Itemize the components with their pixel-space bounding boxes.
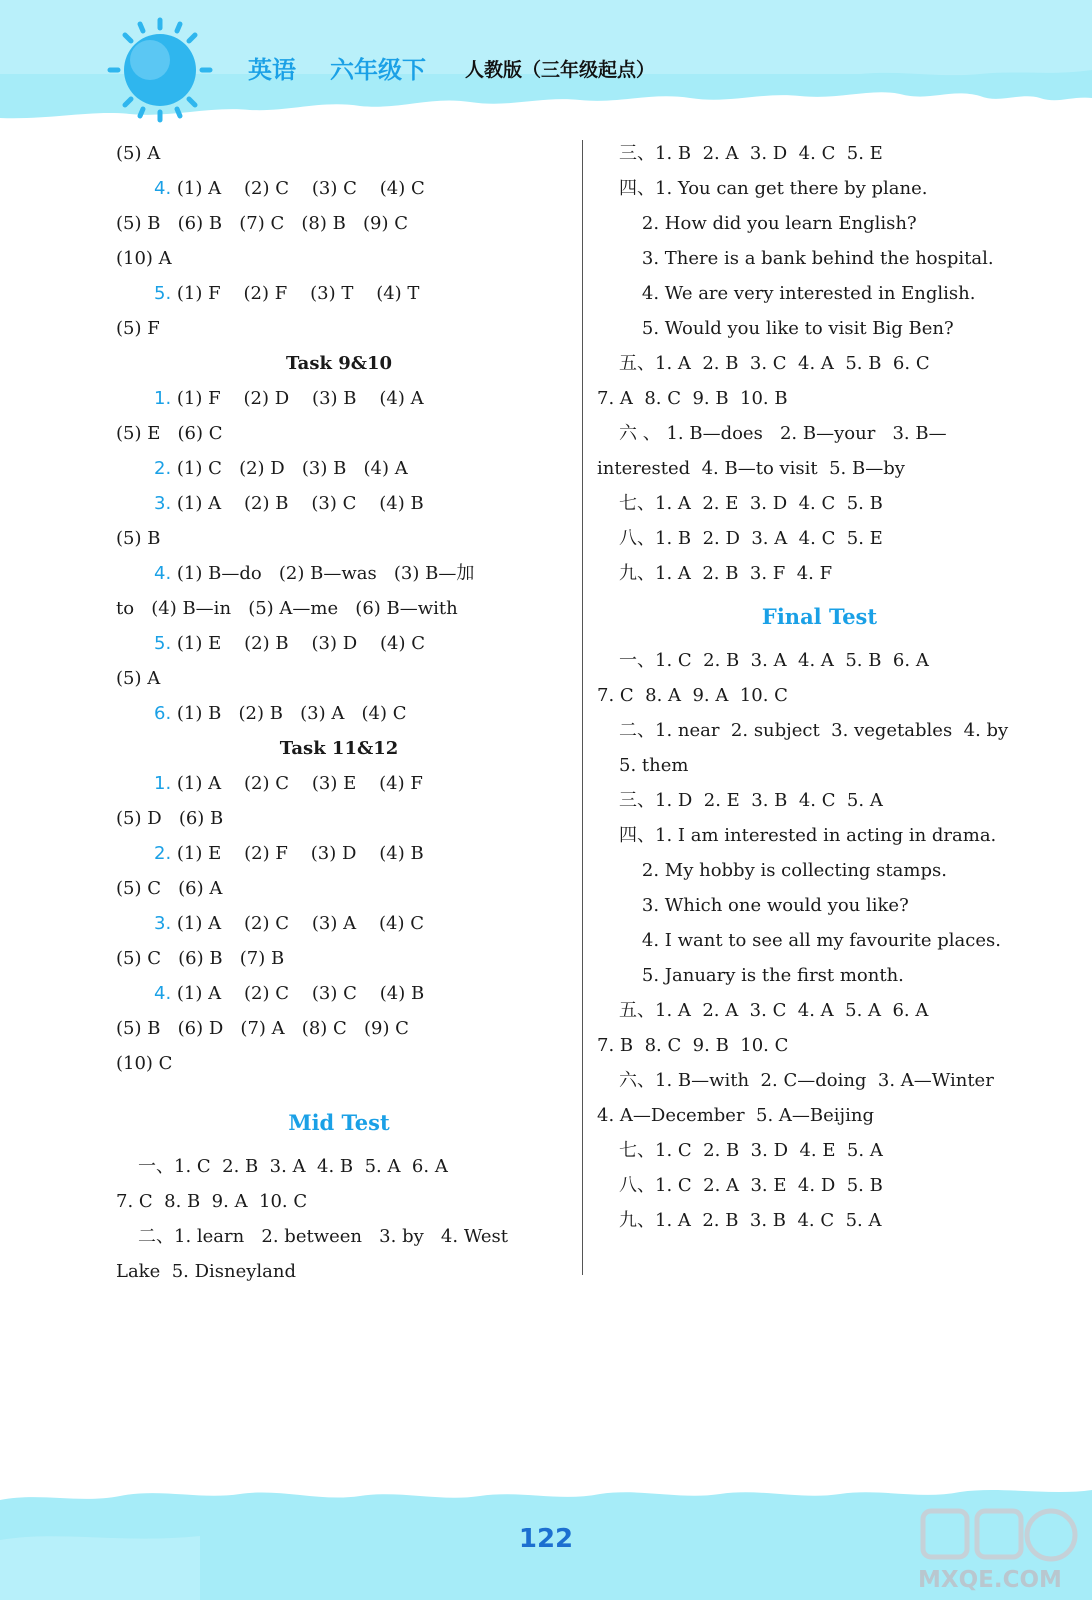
column-divider bbox=[582, 140, 583, 1275]
answer-text: 三、1. B 2. A 3. D 4. C 5. E bbox=[619, 143, 883, 164]
watermark-text: MXQE.COM bbox=[918, 1567, 1062, 1593]
grade-title: 六年级下 bbox=[330, 56, 426, 84]
page-number: 122 bbox=[518, 1524, 574, 1554]
answer-text: (1) A (2) C (3) C (4) C bbox=[171, 178, 425, 199]
answer-line bbox=[597, 888, 1042, 923]
answer-text: 4. I want to see all my favourite places. bbox=[619, 930, 1001, 951]
answer-text: (5) A bbox=[116, 143, 161, 164]
answer-text: 5. them bbox=[619, 755, 689, 776]
answer-text: (1) F (2) D (3) B (4) A bbox=[171, 388, 424, 409]
question-number: 5. bbox=[154, 633, 172, 654]
answer-text: (10) C bbox=[116, 1053, 173, 1074]
answer-line bbox=[116, 1219, 562, 1254]
answer-text: 七、1. C 2. B 3. D 4. E 5. A bbox=[619, 1140, 883, 1161]
answer-line bbox=[597, 1063, 1042, 1098]
answer-line bbox=[116, 521, 562, 556]
answer-text: to (4) B—in (5) A—me (6) B—with bbox=[116, 598, 458, 619]
answer-line bbox=[116, 206, 562, 241]
answer-line bbox=[597, 783, 1042, 818]
answer-line bbox=[116, 661, 562, 696]
answer-text: 7. C 8. A 9. A 10. C bbox=[597, 685, 788, 706]
answer-line bbox=[597, 451, 1042, 486]
answer-line bbox=[116, 1011, 562, 1046]
answer-line bbox=[597, 416, 1042, 451]
answer-text: Final Test bbox=[761, 604, 878, 629]
answer-line bbox=[597, 1098, 1042, 1133]
answer-line bbox=[597, 923, 1042, 958]
answer-text: 八、1. C 2. A 3. E 4. D 5. B bbox=[619, 1175, 883, 1196]
answer-line bbox=[597, 958, 1042, 993]
answer-line bbox=[597, 748, 1042, 783]
answer-line bbox=[597, 853, 1042, 888]
subject-title: 英语 bbox=[248, 56, 296, 84]
answer-text: (1) A (2) C (3) A (4) C bbox=[171, 913, 424, 934]
answer-text: Task 9&10 bbox=[285, 353, 393, 374]
answer-text: (5) A bbox=[116, 668, 161, 689]
question-number: 4. bbox=[154, 178, 172, 199]
answer-text: 2. How did you learn English? bbox=[619, 213, 917, 234]
answer-text: (5) B (6) D (7) A (8) C (9) C bbox=[116, 1018, 409, 1039]
question-number: 3. bbox=[154, 493, 172, 514]
answer-line bbox=[116, 801, 562, 836]
question-number: 4. bbox=[154, 563, 172, 584]
answer-text: (1) B (2) B (3) A (4) C bbox=[171, 703, 407, 724]
answer-text: 三、1. D 2. E 3. B 4. C 5. A bbox=[619, 790, 883, 811]
answer-line bbox=[597, 206, 1042, 241]
answer-line bbox=[116, 171, 562, 206]
left-answer-column bbox=[116, 136, 562, 1289]
answer-text: (1) F (2) F (3) T (4) T bbox=[171, 283, 420, 304]
question-number: 6. bbox=[154, 703, 172, 724]
answer-line bbox=[597, 276, 1042, 311]
answer-text: 六、1. B—with 2. C—doing 3. A—Winter bbox=[619, 1070, 994, 1091]
right-answer-column bbox=[597, 136, 1042, 1238]
answer-text: 4. A—December 5. A—Beijing bbox=[597, 1105, 874, 1126]
answer-text: 7. B 8. C 9. B 10. C bbox=[597, 1035, 789, 1056]
answer-line bbox=[597, 136, 1042, 171]
answer-line bbox=[116, 836, 562, 871]
answer-line bbox=[597, 713, 1042, 748]
answer-line bbox=[116, 906, 562, 941]
answer-line bbox=[597, 171, 1042, 206]
answer-line bbox=[597, 346, 1042, 381]
answer-text: (1) E (2) F (3) D (4) B bbox=[171, 843, 424, 864]
question-number: 4. bbox=[154, 983, 172, 1004]
answer-text: (1) C (2) D (3) B (4) A bbox=[171, 458, 408, 479]
answer-text: (5) C (6) A bbox=[116, 878, 223, 899]
answer-line bbox=[597, 643, 1042, 678]
section-heading bbox=[116, 346, 562, 381]
answer-line bbox=[116, 381, 562, 416]
answer-text: 九、1. A 2. B 3. F 4. F bbox=[619, 563, 833, 584]
question-number: 2. bbox=[154, 458, 172, 479]
question-number: 1. bbox=[154, 773, 172, 794]
question-number: 5. bbox=[154, 283, 172, 304]
answer-line bbox=[597, 311, 1042, 346]
answer-text: (1) E (2) B (3) D (4) C bbox=[171, 633, 426, 654]
answer-text: (5) F bbox=[116, 318, 160, 339]
answer-line bbox=[116, 1149, 562, 1184]
answer-line bbox=[597, 486, 1042, 521]
answer-line bbox=[597, 1203, 1042, 1238]
answer-line bbox=[597, 556, 1042, 591]
answer-line bbox=[597, 678, 1042, 713]
question-number: 2. bbox=[154, 843, 172, 864]
answer-text: 八、1. B 2. D 3. A 4. C 5. E bbox=[619, 528, 883, 549]
answer-line bbox=[116, 416, 562, 451]
answer-line bbox=[116, 556, 562, 591]
answer-text: 二、1. learn 2. between 3. by 4. West bbox=[138, 1226, 508, 1247]
answer-text: (5) E (6) C bbox=[116, 423, 223, 444]
answer-text: interested 4. B—to visit 5. B—by bbox=[597, 458, 905, 479]
question-number: 1. bbox=[154, 388, 172, 409]
answer-line bbox=[116, 276, 562, 311]
answer-line bbox=[597, 1133, 1042, 1168]
answer-text: 4. We are very interested in English. bbox=[619, 283, 976, 304]
answer-line bbox=[116, 451, 562, 486]
answer-text: (5) B bbox=[116, 528, 161, 549]
answer-line bbox=[116, 871, 562, 906]
answer-text: 九、1. A 2. B 3. B 4. C 5. A bbox=[619, 1210, 882, 1231]
answer-text: 六 、 1. B—does 2. B—your 3. B— bbox=[619, 423, 947, 444]
answer-text: 五、1. A 2. B 3. C 4. A 5. B 6. C bbox=[619, 353, 930, 374]
answer-line bbox=[597, 241, 1042, 276]
answer-text: 七、1. A 2. E 3. D 4. C 5. B bbox=[619, 493, 883, 514]
section-heading bbox=[597, 591, 1042, 643]
answer-text: (5) D (6) B bbox=[116, 808, 224, 829]
answer-text: 四、1. I am interested in acting in drama. bbox=[619, 825, 997, 846]
answer-text: 3. Which one would you like? bbox=[619, 895, 909, 916]
answer-line bbox=[116, 591, 562, 626]
answer-text: (1) B—do (2) B—was (3) B—加 bbox=[171, 563, 475, 584]
answer-text: 一、1. C 2. B 3. A 4. B 5. A 6. A bbox=[138, 1156, 448, 1177]
answer-line bbox=[597, 818, 1042, 853]
answer-text: 3. There is a bank behind the hospital. bbox=[619, 248, 994, 269]
answer-line bbox=[597, 993, 1042, 1028]
answer-text: (1) A (2) C (3) C (4) B bbox=[171, 983, 425, 1004]
answer-text: Mid Test bbox=[288, 1110, 390, 1135]
answer-line bbox=[116, 1046, 562, 1081]
answer-line bbox=[116, 241, 562, 276]
answer-line bbox=[116, 941, 562, 976]
answer-text: 7. C 8. B 9. A 10. C bbox=[116, 1191, 308, 1212]
answer-line bbox=[116, 486, 562, 521]
section-heading bbox=[116, 1097, 562, 1149]
answer-text: Task 11&12 bbox=[279, 738, 399, 759]
answer-line bbox=[597, 1168, 1042, 1203]
answer-text: (5) C (6) B (7) B bbox=[116, 948, 285, 969]
answer-line bbox=[116, 626, 562, 661]
answer-line bbox=[116, 976, 562, 1011]
answer-text: 一、1. C 2. B 3. A 4. A 5. B 6. A bbox=[619, 650, 929, 671]
answer-text: 7. A 8. C 9. B 10. B bbox=[597, 388, 788, 409]
section-heading bbox=[116, 731, 562, 766]
answer-line bbox=[116, 311, 562, 346]
answer-text: 五、1. A 2. A 3. C 4. A 5. A 6. A bbox=[619, 1000, 929, 1021]
answer-line bbox=[116, 696, 562, 731]
answer-text: Lake 5. Disneyland bbox=[116, 1261, 297, 1282]
answer-text: (5) B (6) B (7) C (8) B (9) C bbox=[116, 213, 408, 234]
answer-text: 5. Would you like to visit Big Ben? bbox=[619, 318, 954, 339]
answer-text: 二、1. near 2. subject 3. vegetables 4. by bbox=[619, 720, 1009, 741]
answer-line bbox=[116, 1081, 562, 1097]
answer-text: 5. January is the first month. bbox=[619, 965, 904, 986]
sun-icon bbox=[110, 20, 210, 120]
edition-label: 人教版（三年级起点） bbox=[465, 59, 656, 81]
answer-line bbox=[116, 766, 562, 801]
answer-line bbox=[116, 1254, 562, 1289]
question-number: 3. bbox=[154, 913, 172, 934]
answer-line bbox=[597, 521, 1042, 556]
answer-text: 2. My hobby is collecting stamps. bbox=[619, 860, 947, 881]
answer-line bbox=[597, 1028, 1042, 1063]
answer-text: (1) A (2) C (3) E (4) F bbox=[171, 773, 423, 794]
answer-line bbox=[116, 1184, 562, 1219]
answer-line bbox=[116, 136, 562, 171]
answer-text: (1) A (2) B (3) C (4) B bbox=[171, 493, 424, 514]
answer-text: (10) A bbox=[116, 248, 172, 269]
answer-text: 四、1. You can get there by plane. bbox=[619, 178, 928, 199]
answer-line bbox=[597, 381, 1042, 416]
